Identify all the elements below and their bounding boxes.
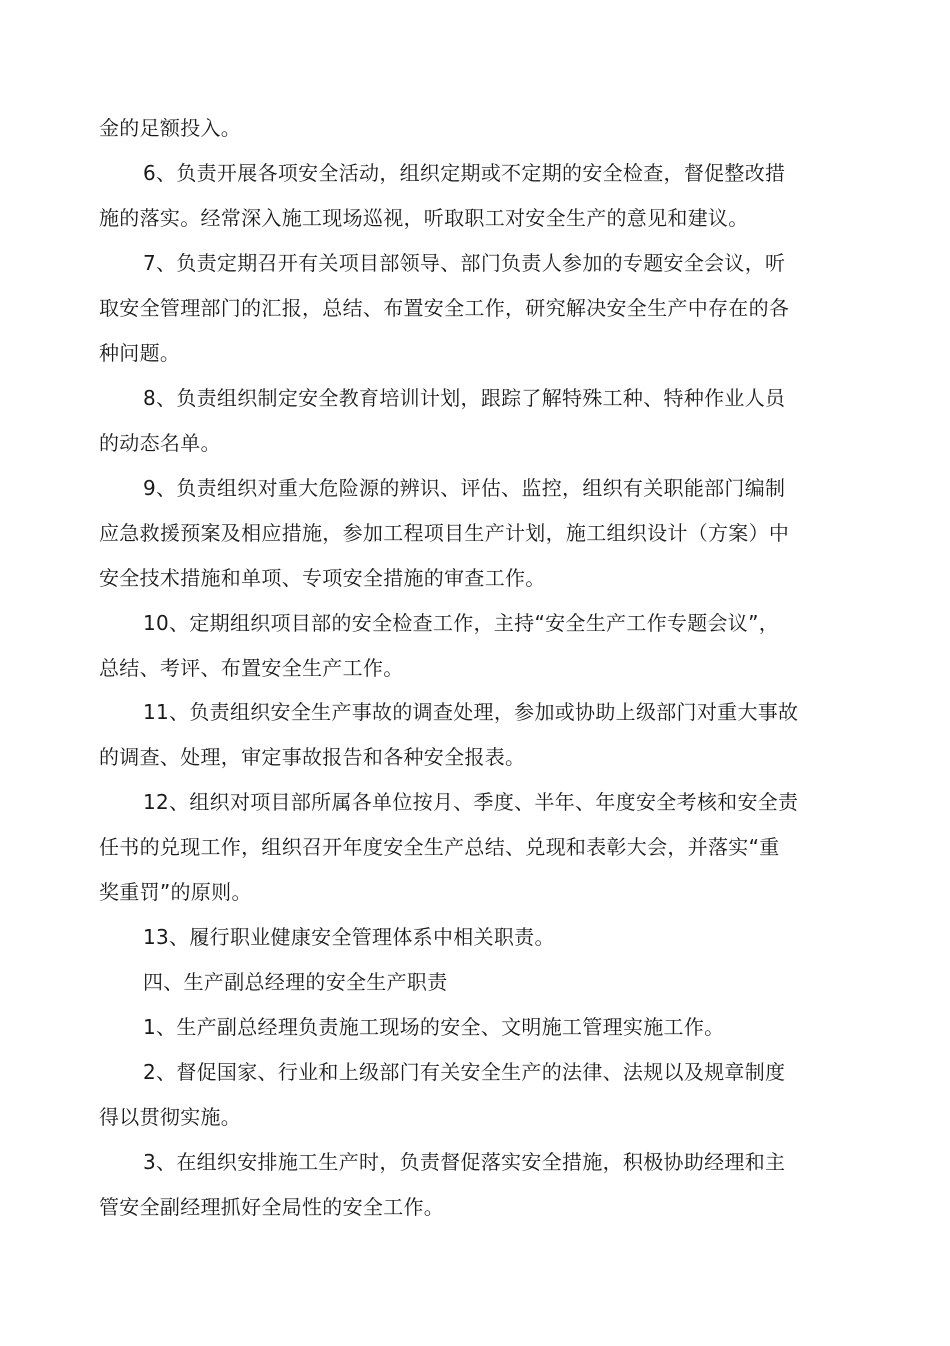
paragraph-line: 8、负责组织制定安全教育培训计划，跟踪了解特殊工种、特种作业人员: [143, 386, 786, 410]
paragraph-line: 13、履行职业健康安全管理体系中相关职责。: [143, 925, 555, 949]
paragraph-line: 的调查、处理，审定事故报告和各种安全报表。: [99, 745, 526, 769]
paragraph-production-3: [99, 1140, 819, 1230]
paragraph-line: 的动态名单。: [99, 431, 221, 455]
paragraph-duty-10: [99, 601, 819, 691]
paragraph-duty-13: [99, 915, 819, 960]
paragraph-line: 3、在组织安排施工生产时，负责督促落实安全措施，积极协助经理和主: [143, 1150, 786, 1174]
paragraph-line: 总结、考评、布置安全生产工作。: [99, 656, 404, 680]
paragraph-line: 管安全副经理抓好全局性的安全工作。: [99, 1195, 445, 1219]
paragraph-line: 任书的兑现工作，组织召开年度安全生产总结、兑现和表彰大会，并落实“重: [99, 835, 780, 859]
paragraph-1: [99, 106, 819, 151]
paragraph-line: 应急救援预案及相应措施，参加工程项目生产计划，施工组织设计（方案）中: [99, 521, 790, 545]
paragraph-line: 11、负责组织安全生产事故的调查处理，参加或协助上级部门对重大事故: [143, 700, 799, 724]
paragraph-duty-7: [99, 241, 819, 376]
paragraph-production-1: [99, 1005, 819, 1050]
paragraph-duty-9: [99, 466, 819, 601]
paragraph-line: 得以贯彻实施。: [99, 1105, 242, 1129]
paragraph-line: 1、生产副总经理负责施工现场的安全、文明施工管理实施工作。: [143, 1015, 725, 1039]
paragraph-duty-12: [99, 780, 819, 915]
paragraph-line: 种问题。: [99, 341, 181, 365]
paragraph-line: 7、负责定期召开有关项目部领导、部门负责人参加的专题安全会议，听: [143, 251, 786, 275]
paragraph-line: 10、定期组织项目部的安全检查工作，主持“安全生产工作专题会议”，: [143, 611, 780, 635]
paragraph-line: 6、负责开展各项安全活动，组织定期或不定期的安全检查，督促整改措: [143, 161, 786, 185]
paragraph-line: 施的落实。经常深入施工现场巡视，听取职工对安全生产的意见和建议。: [99, 206, 749, 230]
paragraph-duty-8: [99, 376, 819, 466]
paragraph-production-2: [99, 1050, 819, 1140]
paragraph-duty-6: [99, 151, 819, 241]
section-heading: [99, 960, 819, 1005]
section-heading-text: 四、生产副总经理的安全生产职责: [143, 970, 448, 994]
paragraph-line: 安全技术措施和单项、专项安全措施的审查工作。: [99, 566, 546, 590]
paragraph-line: 2、督促国家、行业和上级部门有关安全生产的法律、法规以及规章制度: [143, 1060, 786, 1084]
paragraph-line: 金的足额投入。: [99, 116, 242, 140]
paragraph-line: 12、组织对项目部所属各单位按月、季度、半年、年度安全考核和安全责: [143, 790, 799, 814]
paragraph-line: 取安全管理部门的汇报，总结、布置安全工作，研究解决安全生产中存在的各: [99, 296, 790, 320]
paragraph-line: 9、负责组织对重大危险源的辨识、评估、监控，组织有关职能部门编制: [143, 476, 786, 500]
paragraph-line: 奖重罚”的原则。: [99, 880, 252, 904]
paragraph-duty-11: [99, 690, 819, 780]
